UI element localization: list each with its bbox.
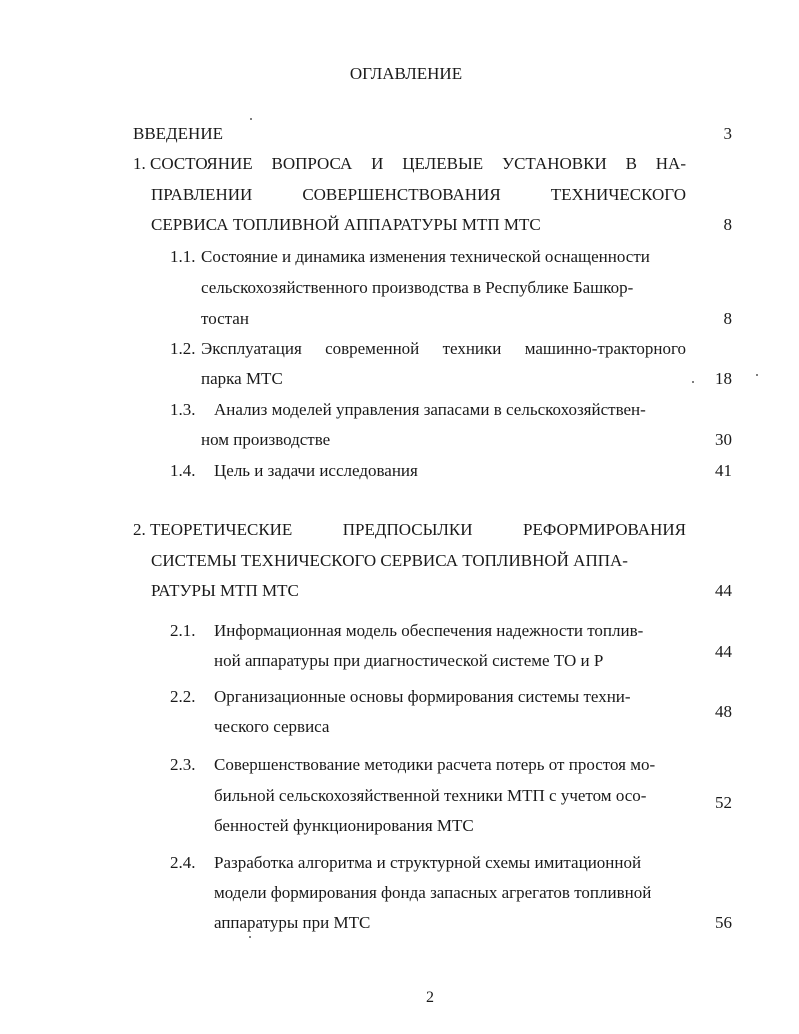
toc-2-2-number: 2.2.: [170, 687, 196, 706]
toc-2-4-line2: модели формирования фонда запасных агрегатов топливной: [214, 883, 652, 902]
toc-1-1-line3: тостан: [201, 309, 249, 328]
scan-speck: [250, 118, 252, 120]
toc-ch2-line2: СИСТЕМЫ ТЕХНИЧЕСКОГО СЕРВИСА ТОПЛИВНОЙ АППА-: [151, 551, 628, 570]
toc-ch2-line1: 2. ТЕОРЕТИЧЕСКИЕ ПРЕДПОСЫЛКИ РЕФОРМИРОВАНИЯ: [133, 520, 686, 539]
toc-1-3-line1: Анализ моделей управления запасами в сельскохозяйствен-: [214, 400, 646, 419]
toc-ch1-page: 8: [723, 215, 732, 234]
toc-1-1-line2: сельскохозяйственного производства в Республике Башкор-: [201, 278, 634, 297]
toc-1-3-line2: ном производстве: [201, 430, 331, 449]
toc-2-4-number: 2.4.: [170, 853, 196, 872]
toc-ch1-line1: 1. СОСТОЯНИЕ ВОПРОСА И ЦЕЛЕВЫЕ УСТАНОВКИ В НА-: [133, 154, 686, 173]
toc-2-3-line1: Совершенствование методики расчета потерь от простоя мо-: [214, 755, 656, 774]
toc-2-1-line2: ной аппаратуры при диагностической системе ТО и Р: [214, 651, 604, 670]
page-title: ОГЛАВЛЕНИЕ: [349, 64, 463, 83]
toc-ch1-line3: СЕРВИСА ТОПЛИВНОЙ АППАРАТУРЫ МТП МТС: [151, 215, 541, 234]
toc-ch1-line2: ПРАВЛЕНИИ СОВЕРШЕНСТВОВАНИЯ ТЕХНИЧЕСКОГО: [151, 185, 686, 204]
toc-2-4-line3: аппаратуры при МТС: [214, 913, 371, 932]
page-number: 2: [426, 989, 434, 1006]
toc-2-3-number: 2.3.: [170, 755, 196, 774]
toc-ch2-page: 44: [715, 581, 732, 600]
toc-2-2-line1: Организационные основы формирования системы техни-: [214, 687, 631, 706]
toc-2-3-line2: бильной сельскохозяйственной техники МТП с учетом осо-: [214, 786, 647, 805]
toc-intro-label: ВВЕДЕНИЕ: [133, 124, 223, 143]
toc-2-1-page: 44: [715, 642, 732, 661]
scan-speck: [692, 381, 694, 383]
toc-1-2-page: 18: [715, 369, 732, 388]
toc-2-1-number: 2.1.: [170, 621, 196, 640]
toc-1-4-number: 1.4.: [170, 461, 196, 480]
toc-1-2-line1: Эксплуатация современной техники машинно-тракторного: [201, 339, 686, 358]
toc-1-4-line1: Цель и задачи исследования: [214, 461, 418, 480]
toc-1-2-number: 1.2.: [170, 339, 196, 358]
toc-2-4-page: 56: [715, 913, 732, 932]
toc-1-1-page: 8: [723, 309, 732, 328]
toc-1-1-line1: Состояние и динамика изменения технической оснащенности: [201, 247, 650, 266]
toc-2-3-line3: бенностей функционирования МТС: [214, 816, 474, 835]
scan-speck: [756, 374, 758, 376]
toc-intro-page: 3: [723, 124, 732, 143]
scan-speck: [249, 936, 251, 938]
toc-2-3-page: 52: [715, 793, 732, 812]
toc-ch2-line3: РАТУРЫ МТП МТС: [151, 581, 299, 600]
toc-1-4-page: 41: [715, 461, 732, 480]
toc-1-3-page: 30: [715, 430, 732, 449]
toc-1-3-number: 1.3.: [170, 400, 196, 419]
toc-2-2-line2: ческого сервиса: [214, 717, 330, 736]
toc-2-4-line1: Разработка алгоритма и структурной схемы имитационной: [214, 853, 642, 872]
toc-2-1-line1: Информационная модель обеспечения надежности топлив-: [214, 621, 644, 640]
toc-1-1-number: 1.1.: [170, 247, 196, 266]
toc-2-2-page: 48: [715, 702, 732, 721]
toc-1-2-line2: парка МТС: [201, 369, 283, 388]
